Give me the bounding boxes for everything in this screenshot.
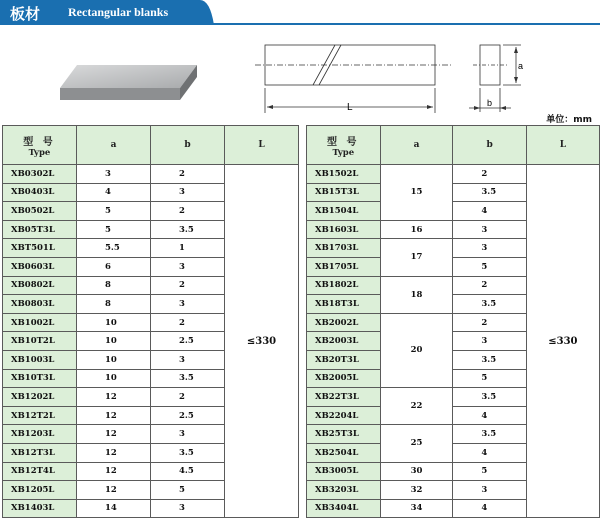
- type-cell: XB2003L: [307, 332, 381, 351]
- type-cell: XB1502L: [307, 165, 381, 184]
- a-cell: 8: [77, 295, 151, 314]
- a-cell: 16: [380, 220, 453, 239]
- a-cell: 6: [77, 257, 151, 276]
- L-cell: ≤330: [526, 165, 599, 518]
- type-cell: XB1003L: [3, 350, 77, 369]
- a-cell: 8: [77, 276, 151, 295]
- blank-product-image: [55, 62, 205, 107]
- type-cell: XB0603L: [3, 257, 77, 276]
- type-cell: XB1202L: [3, 388, 77, 407]
- type-cell: XB2204L: [307, 406, 381, 425]
- type-cell: XB1403L: [3, 499, 77, 518]
- type-cell: XB3404L: [307, 499, 381, 518]
- spec-table-left: [2, 125, 299, 518]
- type-cell: XB3005L: [307, 462, 381, 481]
- b-cell: 4: [453, 499, 526, 518]
- a-cell: 25: [380, 425, 453, 462]
- b-cell: 2: [151, 388, 225, 407]
- a-cell: 5.5: [77, 239, 151, 258]
- table-header-row: [307, 126, 600, 165]
- b-cell: 1: [151, 239, 225, 258]
- a-cell: 12: [77, 481, 151, 500]
- col-header-L: L: [526, 126, 599, 165]
- b-cell: 3.5: [453, 388, 526, 407]
- type-cell: XB3203L: [307, 481, 381, 500]
- type-cell: XB05T3L: [3, 220, 77, 239]
- b-cell: 3: [151, 257, 225, 276]
- type-cell: XB12T2L: [3, 406, 77, 425]
- type-cell: XB1002L: [3, 313, 77, 332]
- col-header-a: a: [77, 126, 151, 165]
- type-cell: XB1203L: [3, 425, 77, 444]
- type-cell: XB18T3L: [307, 295, 381, 314]
- type-cell: XB0403L: [3, 183, 77, 202]
- dim-a-label: a: [518, 61, 524, 71]
- type-cell: XB1703L: [307, 239, 381, 258]
- type-cell: XB2002L: [307, 313, 381, 332]
- type-cell: XB0803L: [3, 295, 77, 314]
- type-cell: XB0502L: [3, 202, 77, 221]
- spec-table-right: [306, 125, 600, 518]
- b-cell: 3: [151, 350, 225, 369]
- type-cell: XB1705L: [307, 257, 381, 276]
- b-cell: 3.5: [151, 220, 225, 239]
- table-header-row: [3, 126, 299, 165]
- type-cell: XB15T3L: [307, 183, 381, 202]
- type-cell: XB0802L: [3, 276, 77, 295]
- b-cell: 4: [453, 406, 526, 425]
- a-cell: 14: [77, 499, 151, 518]
- a-cell: 15: [380, 165, 453, 221]
- unit-note: 单位：mm: [546, 115, 592, 125]
- a-cell: 12: [77, 462, 151, 481]
- a-cell: 12: [77, 388, 151, 407]
- a-cell: 30: [380, 462, 453, 481]
- a-cell: 10: [77, 313, 151, 332]
- b-cell: 3.5: [453, 295, 526, 314]
- b-cell: 5: [453, 369, 526, 388]
- b-cell: 5: [453, 462, 526, 481]
- b-cell: 2: [151, 202, 225, 221]
- type-cell: XB1205L: [3, 481, 77, 500]
- b-cell: 3: [151, 425, 225, 444]
- b-cell: 2: [151, 165, 225, 184]
- b-cell: 3.5: [453, 425, 526, 444]
- b-cell: 2.5: [151, 332, 225, 351]
- table-row: [3, 165, 299, 184]
- b-cell: 2.5: [151, 406, 225, 425]
- b-cell: 3: [453, 239, 526, 258]
- col-header-type: 型 号 Type: [307, 126, 381, 165]
- a-cell: 32: [380, 481, 453, 500]
- col-header-type: 型 号 Type: [3, 126, 77, 165]
- a-cell: 12: [77, 443, 151, 462]
- a-cell: 3: [77, 165, 151, 184]
- a-cell: 12: [77, 406, 151, 425]
- col-header-a: a: [380, 126, 453, 165]
- a-cell: 12: [77, 425, 151, 444]
- type-cell: XB10T2L: [3, 332, 77, 351]
- b-cell: 3: [453, 481, 526, 500]
- L-cell: ≤330: [225, 165, 299, 518]
- b-cell: 2: [453, 165, 526, 184]
- b-cell: 2: [453, 313, 526, 332]
- b-cell: 4.5: [151, 462, 225, 481]
- a-cell: 10: [77, 332, 151, 351]
- type-cell: XB1802L: [307, 276, 381, 295]
- a-cell: 20: [380, 313, 453, 387]
- a-cell: 34: [380, 499, 453, 518]
- type-cell: XB22T3L: [307, 388, 381, 407]
- b-cell: 3: [151, 295, 225, 314]
- dimension-drawing: [255, 38, 535, 116]
- a-cell: 17: [380, 239, 453, 276]
- type-cell: XB1603L: [307, 220, 381, 239]
- b-cell: 3: [151, 499, 225, 518]
- col-header-b: b: [453, 126, 526, 165]
- b-cell: 4: [453, 443, 526, 462]
- b-cell: 3: [151, 183, 225, 202]
- section-title-en: Rectangular blanks: [68, 5, 169, 19]
- type-cell: XB12T3L: [3, 443, 77, 462]
- b-cell: 2: [453, 276, 526, 295]
- col-header-b: b: [151, 126, 225, 165]
- a-cell: 5: [77, 220, 151, 239]
- type-cell: XB20T3L: [307, 350, 381, 369]
- table-row: [307, 165, 600, 184]
- section-banner: [0, 0, 600, 25]
- b-cell: 3.5: [453, 350, 526, 369]
- type-cell: XB25T3L: [307, 425, 381, 444]
- col-header-L: L: [225, 126, 299, 165]
- type-cell: XB0302L: [3, 165, 77, 184]
- b-cell: 3: [453, 332, 526, 351]
- b-cell: 3: [453, 220, 526, 239]
- section-title-cn: 板材: [10, 5, 41, 23]
- a-cell: 5: [77, 202, 151, 221]
- dim-L-label: L: [347, 102, 353, 113]
- a-cell: 4: [77, 183, 151, 202]
- type-cell: XB2504L: [307, 443, 381, 462]
- b-cell: 2: [151, 313, 225, 332]
- a-cell: 22: [380, 388, 453, 425]
- b-cell: 5: [151, 481, 225, 500]
- a-cell: 10: [77, 350, 151, 369]
- type-cell: XB10T3L: [3, 369, 77, 388]
- b-cell: 4: [453, 202, 526, 221]
- a-cell: 10: [77, 369, 151, 388]
- type-cell: XB2005L: [307, 369, 381, 388]
- b-cell: 3.5: [151, 443, 225, 462]
- type-cell: XBT501L: [3, 239, 77, 258]
- dim-b-label: b: [487, 98, 493, 108]
- type-cell: XB1504L: [307, 202, 381, 221]
- a-cell: 18: [380, 276, 453, 313]
- b-cell: 3.5: [453, 183, 526, 202]
- b-cell: 3.5: [151, 369, 225, 388]
- b-cell: 2: [151, 276, 225, 295]
- type-cell: XB12T4L: [3, 462, 77, 481]
- b-cell: 5: [453, 257, 526, 276]
